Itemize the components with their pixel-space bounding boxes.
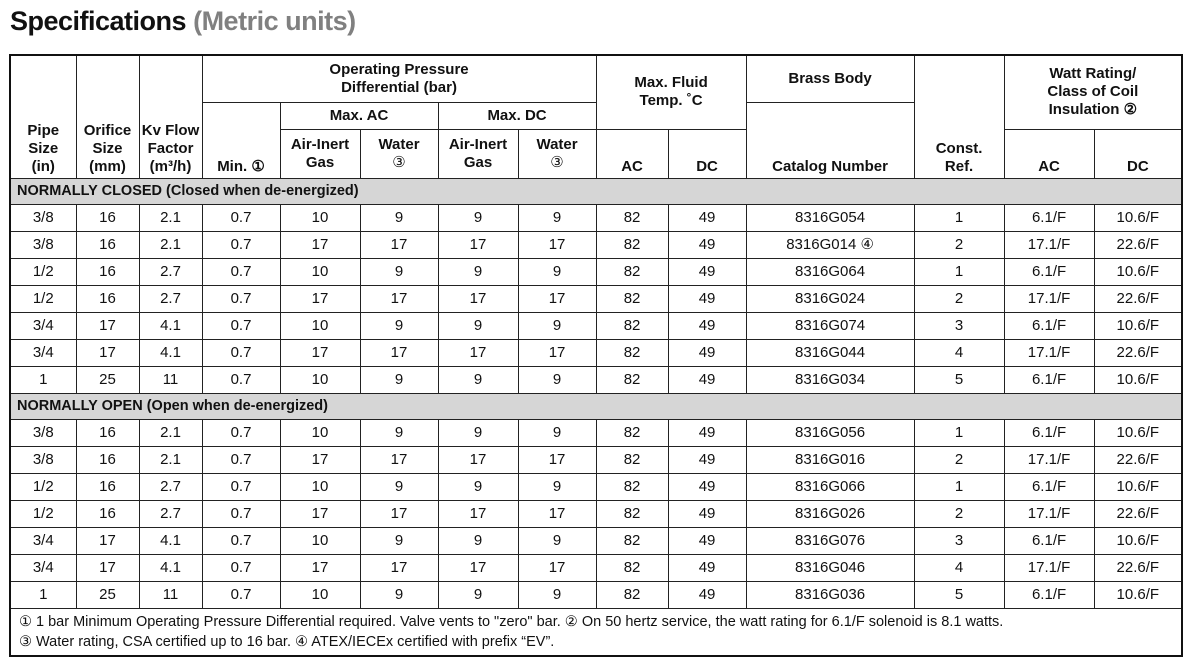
cell-temp-ac: 82 (596, 285, 668, 312)
cell-temp-dc: 49 (668, 366, 746, 393)
cell-dc-air-gas: 17 (438, 285, 518, 312)
cell-dc-air-gas: 9 (438, 366, 518, 393)
cell-pipe-size: 3/8 (10, 231, 76, 258)
cell-catalog-number: 8316G036 (746, 581, 914, 608)
header-pipe-size: Pipe Size (in) (10, 55, 76, 178)
cell-ac-air-gas: 17 (280, 339, 360, 366)
cell-orifice-size: 16 (76, 231, 139, 258)
cell-kv-flow: 2.1 (139, 419, 202, 446)
cell-dc-air-gas: 17 (438, 339, 518, 366)
cell-kv-flow: 4.1 (139, 527, 202, 554)
cell-watt-dc: 22.6/F (1094, 554, 1182, 581)
header-brass-body: Brass Body (746, 55, 914, 102)
cell-ac-air-gas: 10 (280, 204, 360, 231)
cell-const-ref: 1 (914, 204, 1004, 231)
header-dc-air-inert-gas: Air-Inert Gas (438, 129, 518, 178)
cell-temp-ac: 82 (596, 446, 668, 473)
cell-temp-ac: 82 (596, 231, 668, 258)
cell-orifice-size: 17 (76, 339, 139, 366)
header-kv-flow-factor: Kv Flow Factor (m³/h) (139, 55, 202, 178)
table-row (10, 581, 1182, 608)
cell-ac-air-gas: 17 (280, 554, 360, 581)
cell-watt-dc: 22.6/F (1094, 339, 1182, 366)
header-watt-rating: Watt Rating/ Class of Coil Insulation ② (1004, 55, 1182, 129)
cell-catalog-number: 8316G044 (746, 339, 914, 366)
cell-watt-ac: 6.1/F (1004, 204, 1094, 231)
table-row (10, 366, 1182, 393)
cell-ac-water: 17 (360, 231, 438, 258)
cell-watt-ac: 17.1/F (1004, 231, 1094, 258)
cell-ac-water: 9 (360, 419, 438, 446)
cell-min: 0.7 (202, 473, 280, 500)
table-row (10, 419, 1182, 446)
table-row (10, 527, 1182, 554)
cell-ac-air-gas: 10 (280, 366, 360, 393)
cell-temp-dc: 49 (668, 312, 746, 339)
header-operating-pressure: Operating Pressure Differential (bar) (202, 55, 596, 102)
cell-temp-dc: 49 (668, 527, 746, 554)
cell-dc-water: 17 (518, 339, 596, 366)
cell-watt-dc: 10.6/F (1094, 366, 1182, 393)
cell-ac-water: 9 (360, 204, 438, 231)
cell-temp-ac: 82 (596, 204, 668, 231)
cell-pipe-size: 1 (10, 366, 76, 393)
cell-min: 0.7 (202, 204, 280, 231)
cell-kv-flow: 4.1 (139, 554, 202, 581)
cell-ac-water: 17 (360, 500, 438, 527)
cell-dc-air-gas: 17 (438, 554, 518, 581)
cell-watt-ac: 17.1/F (1004, 285, 1094, 312)
cell-ac-air-gas: 17 (280, 285, 360, 312)
cell-ac-water: 17 (360, 446, 438, 473)
cell-watt-dc: 22.6/F (1094, 285, 1182, 312)
cell-min: 0.7 (202, 312, 280, 339)
cell-catalog-number: 8316G056 (746, 419, 914, 446)
cell-dc-water: 9 (518, 366, 596, 393)
cell-dc-water: 17 (518, 446, 596, 473)
cell-ac-air-gas: 10 (280, 581, 360, 608)
table-row (10, 554, 1182, 581)
cell-dc-water: 9 (518, 419, 596, 446)
cell-min: 0.7 (202, 581, 280, 608)
cell-dc-air-gas: 9 (438, 419, 518, 446)
cell-ac-air-gas: 17 (280, 500, 360, 527)
cell-watt-dc: 22.6/F (1094, 500, 1182, 527)
cell-pipe-size: 1/2 (10, 500, 76, 527)
cell-temp-dc: 49 (668, 204, 746, 231)
header-temp-dc: DC (668, 129, 746, 178)
table-header (10, 55, 1182, 178)
cell-catalog-number: 8316G024 (746, 285, 914, 312)
cell-pipe-size: 3/8 (10, 204, 76, 231)
cell-const-ref: 2 (914, 500, 1004, 527)
cell-ac-air-gas: 10 (280, 258, 360, 285)
cell-pipe-size: 1 (10, 581, 76, 608)
table-row (10, 312, 1182, 339)
cell-min: 0.7 (202, 339, 280, 366)
cell-const-ref: 1 (914, 419, 1004, 446)
cell-orifice-size: 16 (76, 204, 139, 231)
cell-orifice-size: 16 (76, 446, 139, 473)
cell-ac-water: 9 (360, 527, 438, 554)
cell-orifice-size: 16 (76, 258, 139, 285)
header-watt-dc: DC (1094, 129, 1182, 178)
cell-dc-air-gas: 9 (438, 258, 518, 285)
cell-dc-water: 9 (518, 258, 596, 285)
cell-kv-flow: 11 (139, 366, 202, 393)
table-row (10, 258, 1182, 285)
header-dc-water: Water ③ (518, 129, 596, 178)
cell-pipe-size: 1/2 (10, 473, 76, 500)
cell-ac-water: 9 (360, 258, 438, 285)
cell-kv-flow: 2.7 (139, 473, 202, 500)
cell-min: 0.7 (202, 500, 280, 527)
cell-const-ref: 3 (914, 527, 1004, 554)
cell-ac-water: 17 (360, 285, 438, 312)
footnote-line-1: ① 1 bar Minimum Operating Pressure Differential required. Valve vents to "zero" bar. ② On 50 hertz service, the watt rating for 6.1/F solenoid is 8.1 watts. (19, 613, 1004, 630)
cell-temp-dc: 49 (668, 285, 746, 312)
cell-const-ref: 2 (914, 285, 1004, 312)
cell-orifice-size: 25 (76, 366, 139, 393)
cell-watt-ac: 17.1/F (1004, 446, 1094, 473)
cell-const-ref: 1 (914, 473, 1004, 500)
cell-catalog-number: 8316G014 ④ (746, 231, 914, 258)
cell-temp-ac: 82 (596, 473, 668, 500)
cell-ac-water: 17 (360, 339, 438, 366)
cell-dc-air-gas: 9 (438, 312, 518, 339)
cell-dc-air-gas: 9 (438, 527, 518, 554)
cell-pipe-size: 3/4 (10, 339, 76, 366)
cell-temp-dc: 49 (668, 231, 746, 258)
cell-min: 0.7 (202, 419, 280, 446)
header-watt-ac: AC (1004, 129, 1094, 178)
cell-kv-flow: 2.1 (139, 204, 202, 231)
cell-temp-ac: 82 (596, 581, 668, 608)
cell-dc-water: 9 (518, 581, 596, 608)
footnote-line-2: ③ Water rating, CSA certified up to 16 bar. ④ ATEX/IECEx certified with prefix “EV”. (19, 633, 555, 650)
cell-temp-ac: 82 (596, 500, 668, 527)
cell-min: 0.7 (202, 258, 280, 285)
cell-ac-air-gas: 10 (280, 527, 360, 554)
cell-catalog-number: 8316G034 (746, 366, 914, 393)
section-header-row (10, 178, 1182, 204)
cell-ac-water: 9 (360, 366, 438, 393)
cell-temp-ac: 82 (596, 339, 668, 366)
section-header-row (10, 393, 1182, 419)
cell-orifice-size: 16 (76, 419, 139, 446)
cell-watt-ac: 17.1/F (1004, 500, 1094, 527)
cell-temp-dc: 49 (668, 500, 746, 527)
cell-temp-dc: 49 (668, 419, 746, 446)
table-row (10, 500, 1182, 527)
cell-ac-air-gas: 17 (280, 446, 360, 473)
cell-temp-dc: 49 (668, 446, 746, 473)
cell-temp-ac: 82 (596, 419, 668, 446)
cell-dc-water: 9 (518, 204, 596, 231)
cell-min: 0.7 (202, 366, 280, 393)
cell-min: 0.7 (202, 285, 280, 312)
header-temp-ac: AC (596, 129, 668, 178)
cell-kv-flow: 2.7 (139, 285, 202, 312)
cell-orifice-size: 16 (76, 473, 139, 500)
header-min: Min. ① (202, 102, 280, 178)
cell-pipe-size: 1/2 (10, 285, 76, 312)
header-max-dc: Max. DC (438, 102, 596, 129)
header-catalog-number: Catalog Number (746, 102, 914, 178)
cell-const-ref: 1 (914, 258, 1004, 285)
cell-dc-air-gas: 9 (438, 581, 518, 608)
cell-temp-ac: 82 (596, 366, 668, 393)
table-body (10, 178, 1182, 608)
cell-catalog-number: 8316G046 (746, 554, 914, 581)
cell-ac-air-gas: 10 (280, 312, 360, 339)
cell-dc-air-gas: 9 (438, 473, 518, 500)
cell-const-ref: 5 (914, 366, 1004, 393)
cell-ac-air-gas: 10 (280, 473, 360, 500)
cell-dc-water: 17 (518, 554, 596, 581)
cell-kv-flow: 2.1 (139, 446, 202, 473)
cell-kv-flow: 4.1 (139, 312, 202, 339)
header-max-fluid-temp: Max. Fluid Temp. ˚C (596, 55, 746, 129)
cell-watt-ac: 17.1/F (1004, 554, 1094, 581)
cell-dc-air-gas: 17 (438, 446, 518, 473)
cell-watt-dc: 22.6/F (1094, 231, 1182, 258)
cell-temp-dc: 49 (668, 339, 746, 366)
cell-orifice-size: 17 (76, 554, 139, 581)
cell-min: 0.7 (202, 231, 280, 258)
cell-catalog-number: 8316G074 (746, 312, 914, 339)
cell-min: 0.7 (202, 554, 280, 581)
section-label: NORMALLY OPEN (Open when de-energized) (10, 393, 1182, 419)
cell-watt-ac: 6.1/F (1004, 581, 1094, 608)
cell-ac-air-gas: 10 (280, 419, 360, 446)
cell-const-ref: 5 (914, 581, 1004, 608)
cell-watt-dc: 10.6/F (1094, 473, 1182, 500)
cell-dc-water: 17 (518, 500, 596, 527)
table-row (10, 473, 1182, 500)
cell-catalog-number: 8316G076 (746, 527, 914, 554)
cell-orifice-size: 16 (76, 285, 139, 312)
cell-temp-ac: 82 (596, 258, 668, 285)
cell-const-ref: 2 (914, 446, 1004, 473)
cell-dc-water: 9 (518, 312, 596, 339)
cell-ac-water: 17 (360, 554, 438, 581)
cell-watt-ac: 17.1/F (1004, 339, 1094, 366)
footnote-text (10, 608, 1182, 656)
page-title (10, 6, 356, 37)
section-label: NORMALLY CLOSED (Closed when de-energized) (10, 178, 1182, 204)
cell-kv-flow: 4.1 (139, 339, 202, 366)
header-max-ac: Max. AC (280, 102, 438, 129)
cell-temp-dc: 49 (668, 581, 746, 608)
cell-watt-ac: 6.1/F (1004, 258, 1094, 285)
cell-ac-water: 9 (360, 312, 438, 339)
cell-pipe-size: 3/4 (10, 554, 76, 581)
cell-dc-water: 9 (518, 527, 596, 554)
table-row (10, 339, 1182, 366)
cell-dc-water: 9 (518, 473, 596, 500)
cell-const-ref: 3 (914, 312, 1004, 339)
cell-catalog-number: 8316G066 (746, 473, 914, 500)
title-main: Specifications (10, 6, 187, 36)
cell-pipe-size: 3/4 (10, 527, 76, 554)
cell-catalog-number: 8316G016 (746, 446, 914, 473)
cell-watt-ac: 6.1/F (1004, 312, 1094, 339)
cell-temp-dc: 49 (668, 473, 746, 500)
cell-temp-ac: 82 (596, 554, 668, 581)
table-row (10, 204, 1182, 231)
cell-catalog-number: 8316G054 (746, 204, 914, 231)
cell-catalog-number: 8316G026 (746, 500, 914, 527)
cell-dc-air-gas: 17 (438, 500, 518, 527)
title-subtitle: (Metric units) (193, 6, 356, 36)
cell-const-ref: 4 (914, 554, 1004, 581)
table-row (10, 285, 1182, 312)
cell-dc-water: 17 (518, 285, 596, 312)
cell-kv-flow: 11 (139, 581, 202, 608)
cell-orifice-size: 17 (76, 527, 139, 554)
table-row (10, 231, 1182, 258)
cell-ac-air-gas: 17 (280, 231, 360, 258)
header-const-ref: Const. Ref. (914, 55, 1004, 178)
cell-watt-dc: 10.6/F (1094, 204, 1182, 231)
table-row (10, 446, 1182, 473)
header-ac-water: Water ③ (360, 129, 438, 178)
table-footnotes (10, 608, 1182, 656)
cell-kv-flow: 2.1 (139, 231, 202, 258)
header-ac-air-inert-gas: Air-Inert Gas (280, 129, 360, 178)
cell-watt-dc: 22.6/F (1094, 446, 1182, 473)
cell-temp-ac: 82 (596, 312, 668, 339)
cell-pipe-size: 3/8 (10, 419, 76, 446)
cell-temp-ac: 82 (596, 527, 668, 554)
header-orifice-size: Orifice Size (mm) (76, 55, 139, 178)
cell-kv-flow: 2.7 (139, 258, 202, 285)
cell-watt-dc: 10.6/F (1094, 419, 1182, 446)
cell-watt-dc: 10.6/F (1094, 312, 1182, 339)
cell-min: 0.7 (202, 446, 280, 473)
cell-pipe-size: 3/4 (10, 312, 76, 339)
cell-dc-air-gas: 9 (438, 204, 518, 231)
cell-kv-flow: 2.7 (139, 500, 202, 527)
cell-catalog-number: 8316G064 (746, 258, 914, 285)
cell-ac-water: 9 (360, 581, 438, 608)
cell-dc-water: 17 (518, 231, 596, 258)
cell-min: 0.7 (202, 527, 280, 554)
cell-const-ref: 2 (914, 231, 1004, 258)
cell-temp-dc: 49 (668, 258, 746, 285)
cell-pipe-size: 3/8 (10, 446, 76, 473)
cell-watt-dc: 10.6/F (1094, 581, 1182, 608)
cell-watt-ac: 6.1/F (1004, 527, 1094, 554)
cell-orifice-size: 25 (76, 581, 139, 608)
cell-ac-water: 9 (360, 473, 438, 500)
cell-watt-ac: 6.1/F (1004, 366, 1094, 393)
cell-watt-dc: 10.6/F (1094, 527, 1182, 554)
cell-watt-ac: 6.1/F (1004, 419, 1094, 446)
cell-watt-ac: 6.1/F (1004, 473, 1094, 500)
cell-orifice-size: 17 (76, 312, 139, 339)
cell-const-ref: 4 (914, 339, 1004, 366)
cell-watt-dc: 10.6/F (1094, 258, 1182, 285)
specifications-table (9, 54, 1183, 657)
cell-temp-dc: 49 (668, 554, 746, 581)
cell-orifice-size: 16 (76, 500, 139, 527)
cell-pipe-size: 1/2 (10, 258, 76, 285)
cell-dc-air-gas: 17 (438, 231, 518, 258)
